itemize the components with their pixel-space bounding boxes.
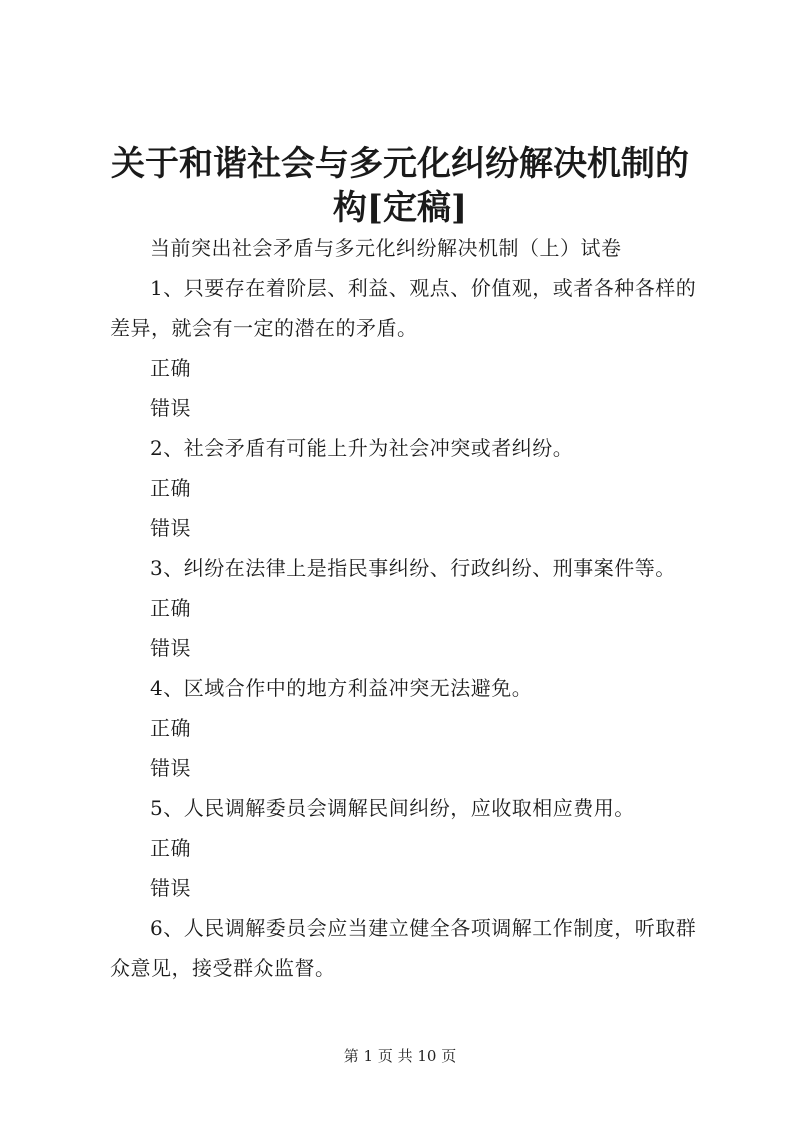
- question-2: 2、社会矛盾有可能上升为社会冲突或者纠纷。: [150, 436, 574, 460]
- option-false[interactable]: 错误: [150, 516, 191, 540]
- document-body: [110, 228, 702, 988]
- option-true[interactable]: 正确: [150, 356, 191, 380]
- option-true[interactable]: 正确: [150, 716, 191, 740]
- question-5: 5、人民调解委员会调解民间纠纷，应收取相应费用。: [150, 796, 635, 820]
- page-footer: 第 1 页 共 10 页: [343, 1047, 457, 1065]
- question-1: 1、只要存在着阶层、利益、观点、价值观，或者各种各样的差异，就会有一定的潜在的矛盾。: [110, 276, 697, 340]
- exam-subtitle: 当前突出社会矛盾与多元化纠纷解决机制（上）试卷: [150, 236, 622, 260]
- document-title: 关于和谐社会与多元化纠纷解决机制的构[定稿]: [111, 144, 689, 228]
- option-false[interactable]: 错误: [150, 636, 191, 660]
- question-6: 6、人民调解委员会应当建立健全各项调解工作制度，听取群众意见，接受群众监督。: [110, 916, 697, 980]
- option-false[interactable]: 错误: [150, 396, 191, 420]
- option-false[interactable]: 错误: [150, 876, 191, 900]
- option-false[interactable]: 错误: [150, 756, 191, 780]
- option-true[interactable]: 正确: [150, 476, 191, 500]
- question-3: 3、纠纷在法律上是指民事纠纷、行政纠纷、刑事案件等。: [150, 556, 676, 580]
- option-true[interactable]: 正确: [150, 836, 191, 860]
- option-true[interactable]: 正确: [150, 596, 191, 620]
- question-4: 4、区域合作中的地方利益冲突无法避免。: [150, 676, 533, 700]
